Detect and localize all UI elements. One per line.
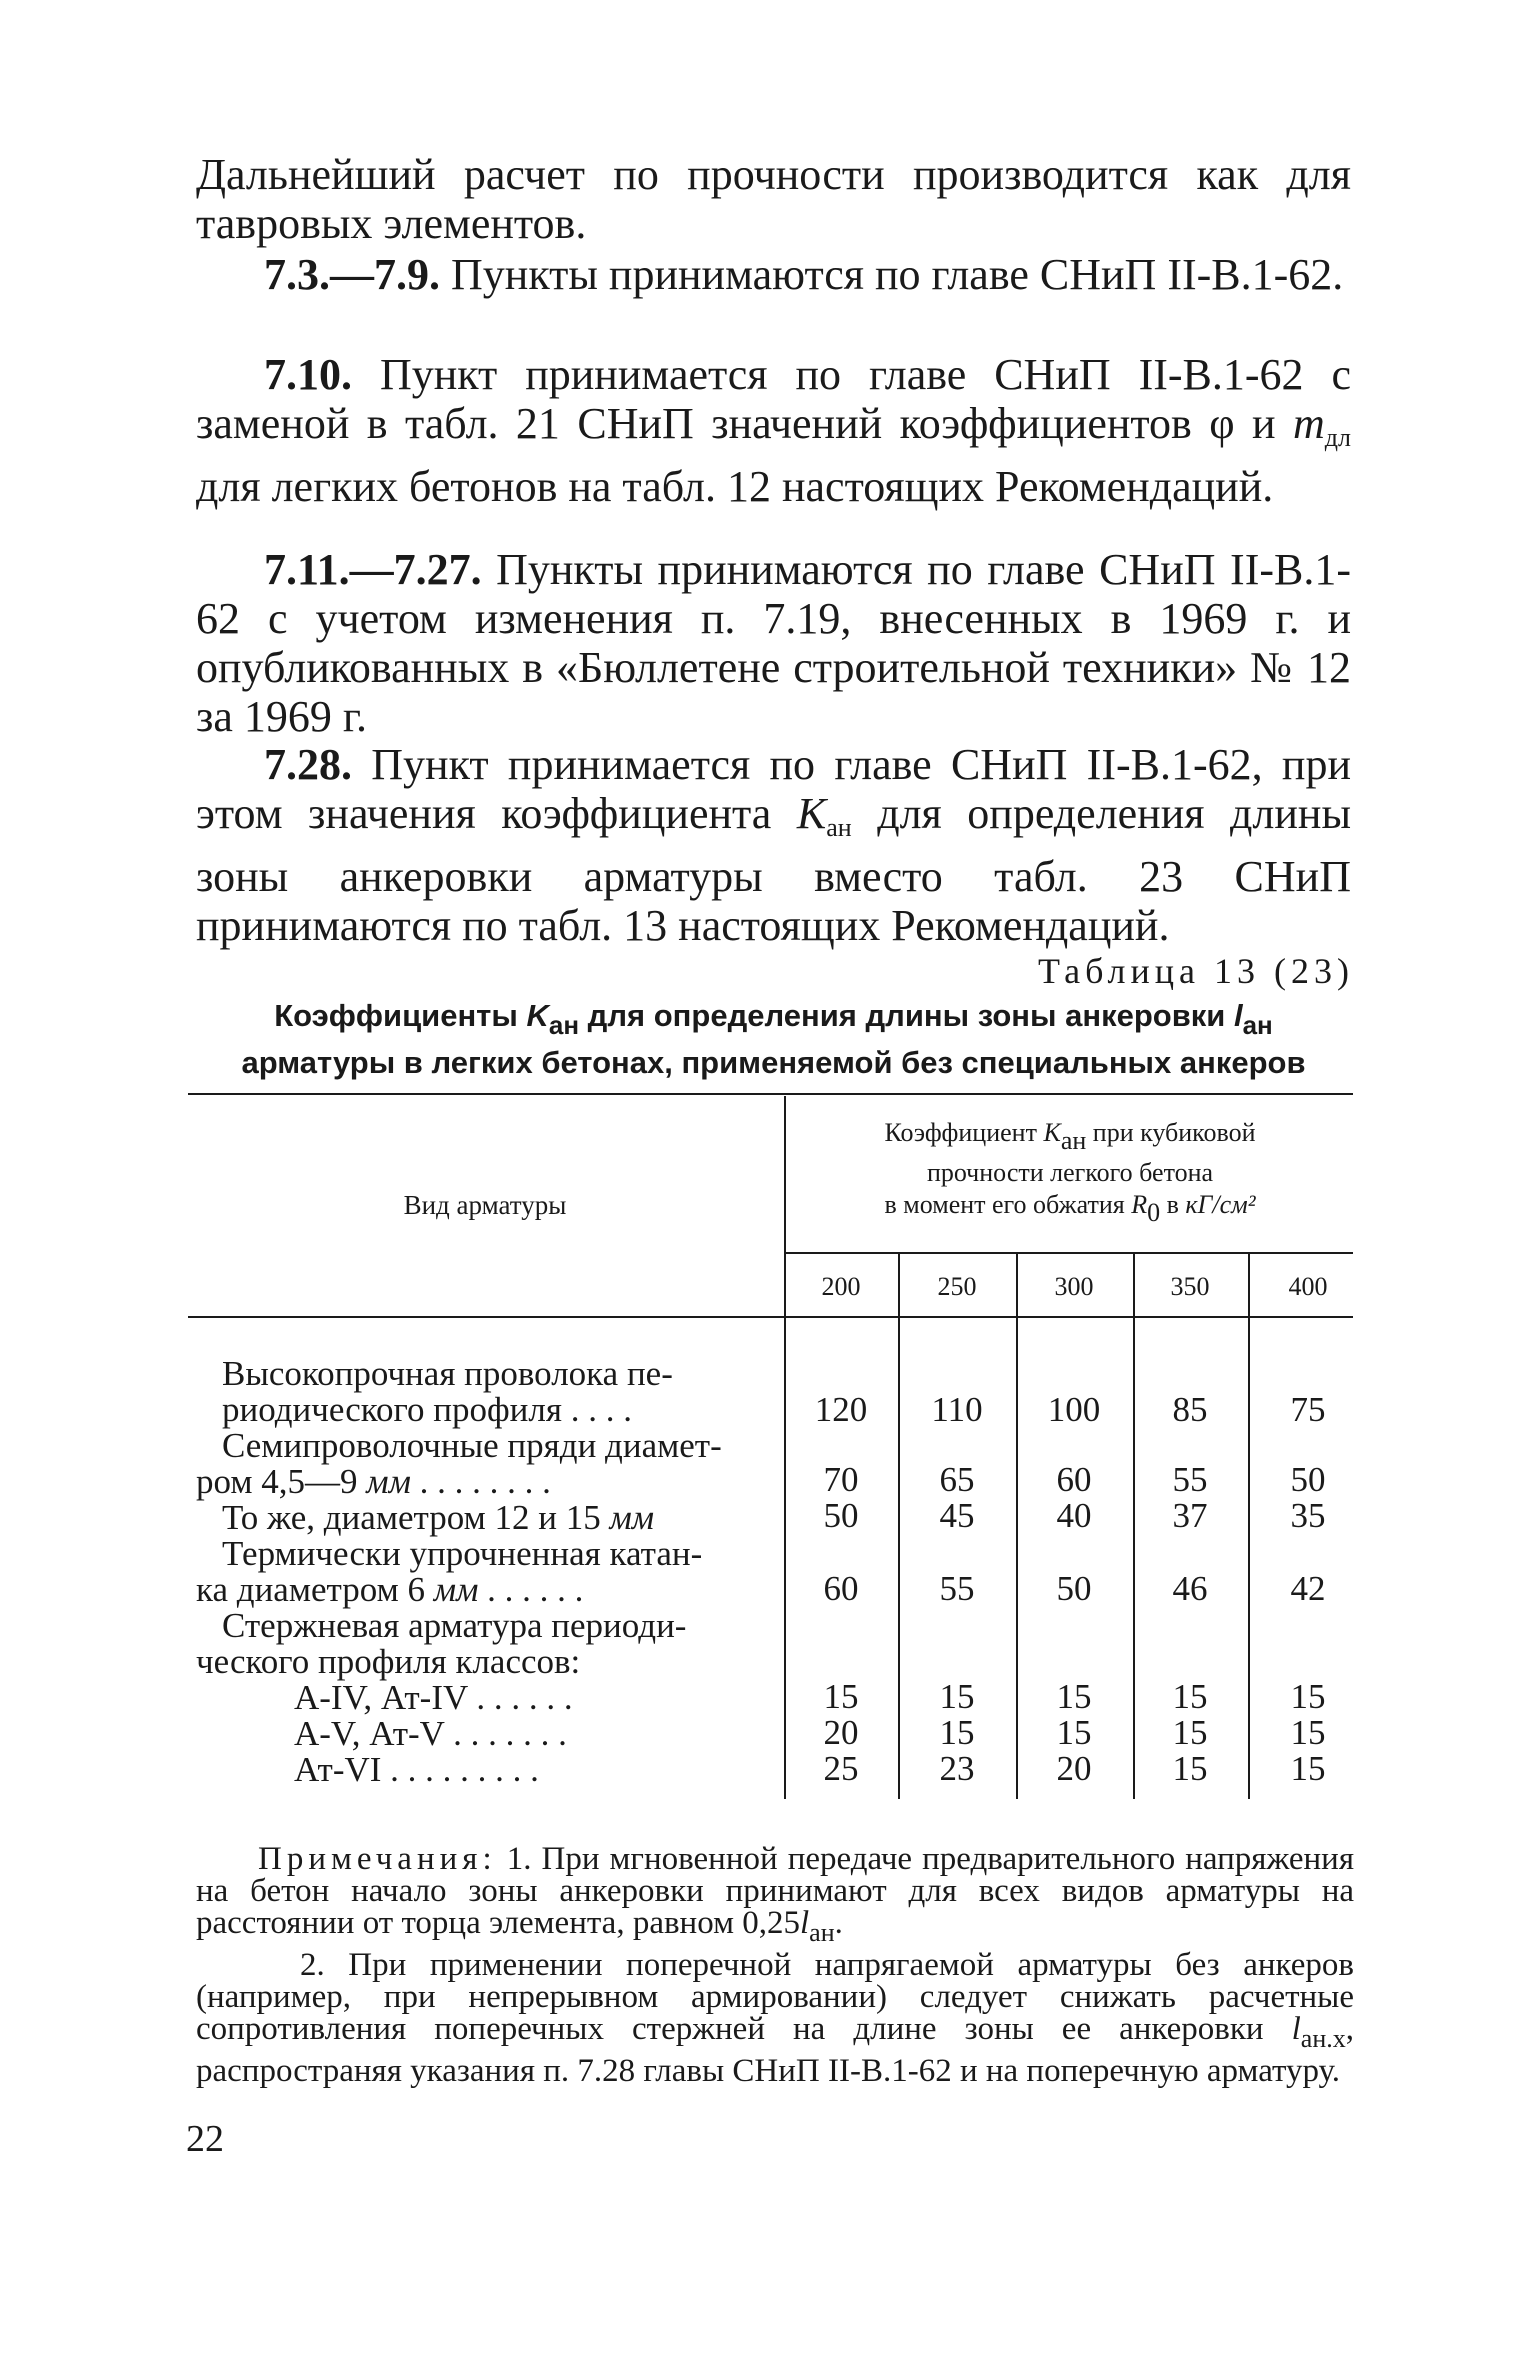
column-header-400: 400 [1288,1272,1328,1301]
table-cell: 15 [823,1677,859,1716]
clause-number: 7.3.—7.9. [264,250,440,299]
table-cell: 15 [1056,1713,1092,1752]
table-cell: 65 [939,1460,975,1499]
table-cell: 100 [1047,1390,1101,1429]
row-label-2a: Семипроволочные пряди диамет- [222,1426,722,1465]
table-cell: 70 [823,1460,859,1499]
table-cell: 15 [1290,1677,1326,1716]
clause-number: 7.10. [264,350,352,399]
row-label-2b: ром 4,5—9 мм . . . . . . . . [196,1462,551,1501]
table-cell: 15 [1172,1713,1208,1752]
table-cell: 110 [931,1390,983,1429]
table-cell: 35 [1290,1496,1326,1535]
table-cell: 15 [1172,1677,1208,1716]
row-label-3: То же, диаметром 12 и 15 мм [222,1498,655,1537]
paragraph-7-10: 7.10. Пункт принимается по главе СНиП II-В.1-62 с заменой в табл. 21 СНиП значений коэффициентов φ и $m_{дл}$ для легких бетонов на табл. 12 настоящих Рекомендаций. [196,350,1352,511]
paragraph-1: Дальнейший расчет по прочности производится как для тавровых элементов. [196,150,1351,248]
table-cell: 42 [1290,1569,1326,1608]
header-inner-rule [785,1252,1353,1254]
table-cell: 20 [823,1713,859,1752]
table-notes: Примечания: 1. При мгновенной передаче предварительного напряжения на бетон начало зоны анкеровки принимают для всех видов арматуры на расстоянии от торца элемента, равном $0,25l_{ан}$. 2. При применении поперечной напрягаемой арматуры без анкеров (например, при непрерывном армировании) следует снижать расчетные сопротивления поперечных стержней на длине зоны ее анкеровки $l_{ан.х}$, распространяя указания п. 7.28 главы СНиП II-В.1-62 и на поперечную арматуру. [196,1841,1354,2089]
row-label-7: А-V, Ат-V . . . . . . . [294,1714,567,1753]
paragraph-7-11: 7.11.—7.27. Пункты принимаются по главе СНиП II-В.1-62 с учетом изменения п. 7.19, внесенных в 1969 г. и опубликованных в «Бюллетене строительной техники» № 12 за 1969 г. [196,545,1352,741]
column-header-300: 300 [1054,1272,1094,1301]
header-bottom-rule [188,1316,1353,1318]
notes-label: Примечания: [258,1841,497,1877]
table-cell: 55 [1172,1460,1208,1499]
clause-number: 7.28. [264,740,352,789]
table-cell: 60 [1056,1460,1092,1499]
table-top-rule [188,1093,1353,1095]
row-label-1b: риодического профиля . . . . [222,1390,632,1429]
row-label-4b: ка диаметром 6 мм . . . . . . [196,1570,584,1609]
table-cell: 15 [1290,1749,1326,1788]
row-label-5a: Стержневая арматура периоди- [222,1606,687,1645]
table-cell: 55 [939,1569,975,1608]
column-header-250: 250 [937,1272,977,1301]
page-number: 22 [186,2118,224,2160]
table-cell: 15 [1290,1713,1326,1752]
table-cell: 85 [1172,1390,1208,1429]
paragraph-7-28: 7.28. Пункт принимается по главе СНиП II-В.1-62, при этом значения коэффициента $K_{ан}$ для определения длины зоны анкеровки арматуры вместо табл. 23 СНиП принимаются по табл. 13 настоящих Рекомендаций. [196,740,1352,950]
row-label-5b: ческого профиля классов: [196,1642,581,1681]
table-cell: 50 [1056,1569,1092,1608]
table-cell: 15 [939,1677,975,1716]
table-cell: 50 [823,1496,859,1535]
table-cell: 25 [823,1749,859,1788]
row-label-1a: Высокопрочная проволока пе- [222,1354,673,1393]
clause-number: 7.11.—7.27. [264,545,482,594]
table-cell: 120 [814,1390,868,1429]
table-cell: 45 [939,1496,975,1535]
table-cell: 75 [1290,1390,1326,1429]
table-cell: 60 [823,1569,859,1608]
header-vid-armatury: Вид арматуры [403,1190,567,1220]
table-caption: Таблица 13 (23) [1038,951,1354,991]
column-header-200: 200 [821,1272,861,1301]
paragraph-7-3: 7.3.—7.9. Пункты принимаются по главе СНиП II-В.1-62. [264,250,1344,299]
table-cell: 37 [1172,1496,1208,1535]
header-coefficient: Коэффициент Kан при кубиковой прочности легкого бетона в момент его обжатия R0 в кГ/см² [884,1118,1256,1227]
col-divider-4 [1248,1254,1250,1799]
row-label-6: А-IV, Ат-IV . . . . . . [294,1678,573,1717]
table-cell: 50 [1290,1460,1326,1499]
table-cell: 40 [1056,1496,1092,1535]
row-label-4a: Термически упрочненная катан- [222,1534,703,1573]
table-cell: 15 [1056,1677,1092,1716]
col-divider-2 [1016,1254,1018,1799]
table-cell: 20 [1056,1749,1092,1788]
column-header-350: 350 [1170,1272,1210,1301]
row-label-8: Ат-VI . . . . . . . . . [294,1750,539,1789]
table-cell: 46 [1172,1569,1208,1608]
table-cell: 15 [1172,1749,1208,1788]
table-cell: 15 [939,1713,975,1752]
col-divider-1 [898,1254,900,1799]
table-title: Коэффициенты $K_{ан}$ для определения длины зоны анкеровки $l_{ан}$ арматуры в легких бетонах, применяемой без специальных анкеров [241,998,1306,1080]
table-cell: 23 [939,1749,975,1788]
